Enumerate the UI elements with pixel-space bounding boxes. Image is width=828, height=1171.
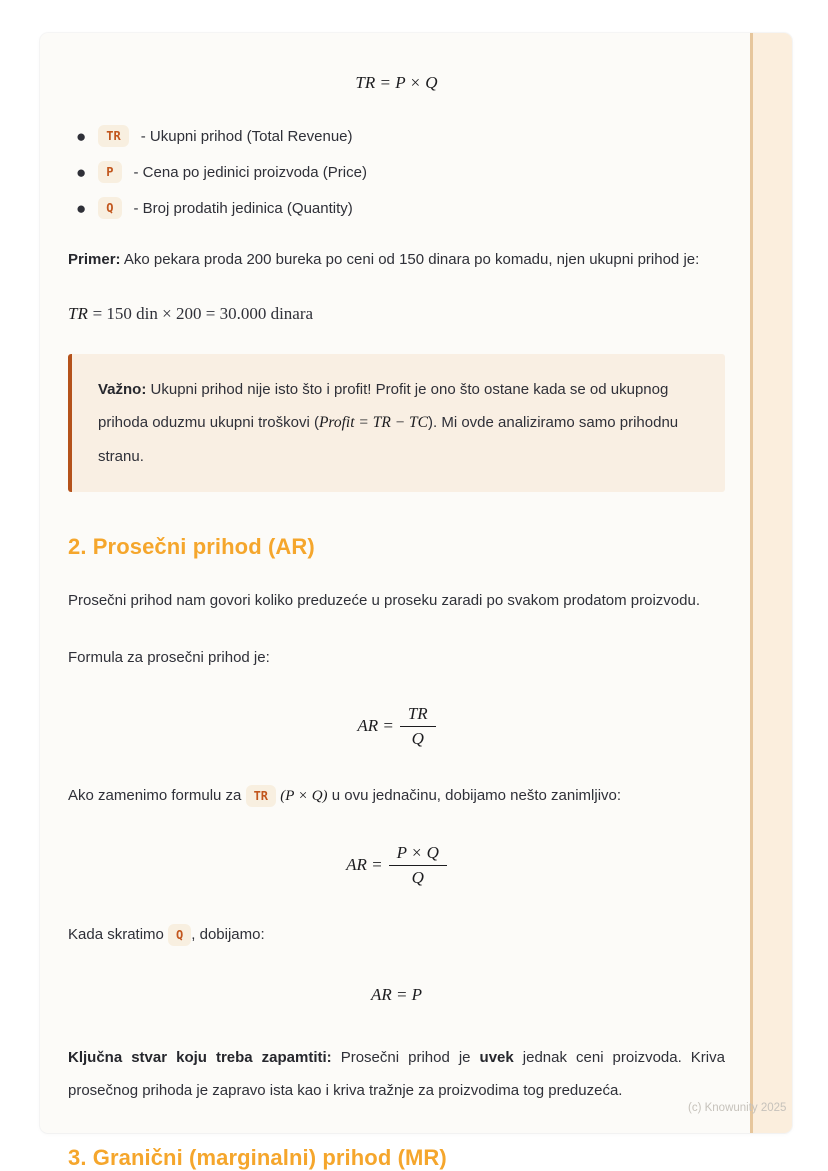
ar-intro-paragraph: Prosečni prihod nam govori koliko preduzeće u proseku zaradi po svakom prodatom proizvodu. <box>68 592 700 610</box>
substitution-after: u ovu jednačinu, dobijamo nešto zanimljivo: <box>331 787 622 805</box>
bullet-icon: ● <box>76 198 87 218</box>
inline-math: (P × Q) <box>280 788 328 805</box>
formula-ar-equals-p <box>68 985 725 1005</box>
page-edge-strip <box>750 33 792 1133</box>
cancel-paragraph <box>68 918 725 951</box>
fraction <box>389 843 447 888</box>
callout-formula: Profit = TR − TC <box>318 414 429 431</box>
formula-example <box>68 304 725 324</box>
list-item <box>76 125 725 147</box>
example-paragraph <box>68 243 725 276</box>
section-heading-mr: 3. Granični (marginalni) prihod (MR) <box>68 1145 447 1171</box>
definition-list <box>68 125 725 219</box>
callout-text-after: ). Mi ovde analiziramo samo prihodnu stranu. <box>98 414 679 466</box>
key-point-paragraph <box>68 1041 725 1107</box>
key-point-label: Ključna stvar koju treba zapamtiti: <box>68 1049 332 1067</box>
substitution-before: Ako zamenimo formulu za <box>68 787 242 805</box>
formula-lhs: AR = <box>346 855 383 875</box>
callout-text-before: Ukupni prihod nije isto što i profit! Profit je ono što ostane kada se od ukupnog prihoda oduzmu ukupni troškovi ( <box>98 381 669 431</box>
section-heading-ar: 2. Prosečni prihod (AR) <box>68 534 315 560</box>
list-item-label: - Broj prodatih jedinica (Quantity) <box>133 199 353 217</box>
important-callout <box>68 354 725 492</box>
bullet-icon: ● <box>76 126 87 146</box>
key-point-t1: Prosečni prihod je <box>340 1049 471 1067</box>
code-chip-q: Q <box>168 924 191 946</box>
key-point-emphasis: uvek <box>479 1049 514 1067</box>
code-chip-q: Q <box>98 197 121 219</box>
cancel-after: , dobijamo: <box>191 926 265 944</box>
list-item <box>76 197 725 219</box>
key-point-t2: jednak ceni proizvoda. Kriva prosečnog prihoda je zapravo ista kao i kriva tražnje za proizvodima tog preduzeća. <box>68 1049 725 1100</box>
fraction-numerator: P × Q <box>389 843 447 866</box>
list-item <box>76 161 725 183</box>
document-content <box>68 47 725 1171</box>
formula-rhs: = 150 din × 200 = 30.000 dinara <box>92 304 314 323</box>
code-chip-tr: TR <box>246 785 276 807</box>
fraction-denominator: Q <box>411 729 424 749</box>
example-label: Primer: <box>68 251 121 268</box>
watermark: (c) Knowunity 2025 <box>688 1102 787 1114</box>
code-chip-tr: TR <box>98 125 128 147</box>
formula-text: TR = P × Q <box>355 73 438 92</box>
fraction-numerator: TR <box>400 704 436 727</box>
substitution-paragraph <box>68 779 725 813</box>
formula-text: AR = P <box>370 985 423 1005</box>
formula-total-revenue <box>68 73 725 93</box>
formula-ar-expanded <box>68 843 725 888</box>
list-item-label: - Ukupni prihod (Total Revenue) <box>140 127 353 145</box>
code-chip-p: P <box>98 161 121 183</box>
formula-lhs: TR <box>68 304 88 323</box>
formula-ar <box>68 704 725 749</box>
fraction-denominator: Q <box>411 868 424 888</box>
bullet-icon: ● <box>76 162 87 182</box>
fraction <box>400 704 436 749</box>
formula-lhs: AR = <box>357 716 394 736</box>
example-text: Ako pekara proda 200 bureka po ceni od 150 dinara po komadu, njen ukupni prihod je: <box>123 251 700 268</box>
document-page <box>40 33 792 1171</box>
list-item-label: - Cena po jedinici proizvoda (Price) <box>133 163 367 181</box>
cancel-before: Kada skratimo <box>68 926 164 944</box>
ar-formula-label: Formula za prosečni prihod je: <box>68 649 270 667</box>
callout-label: Važno: <box>98 381 147 398</box>
